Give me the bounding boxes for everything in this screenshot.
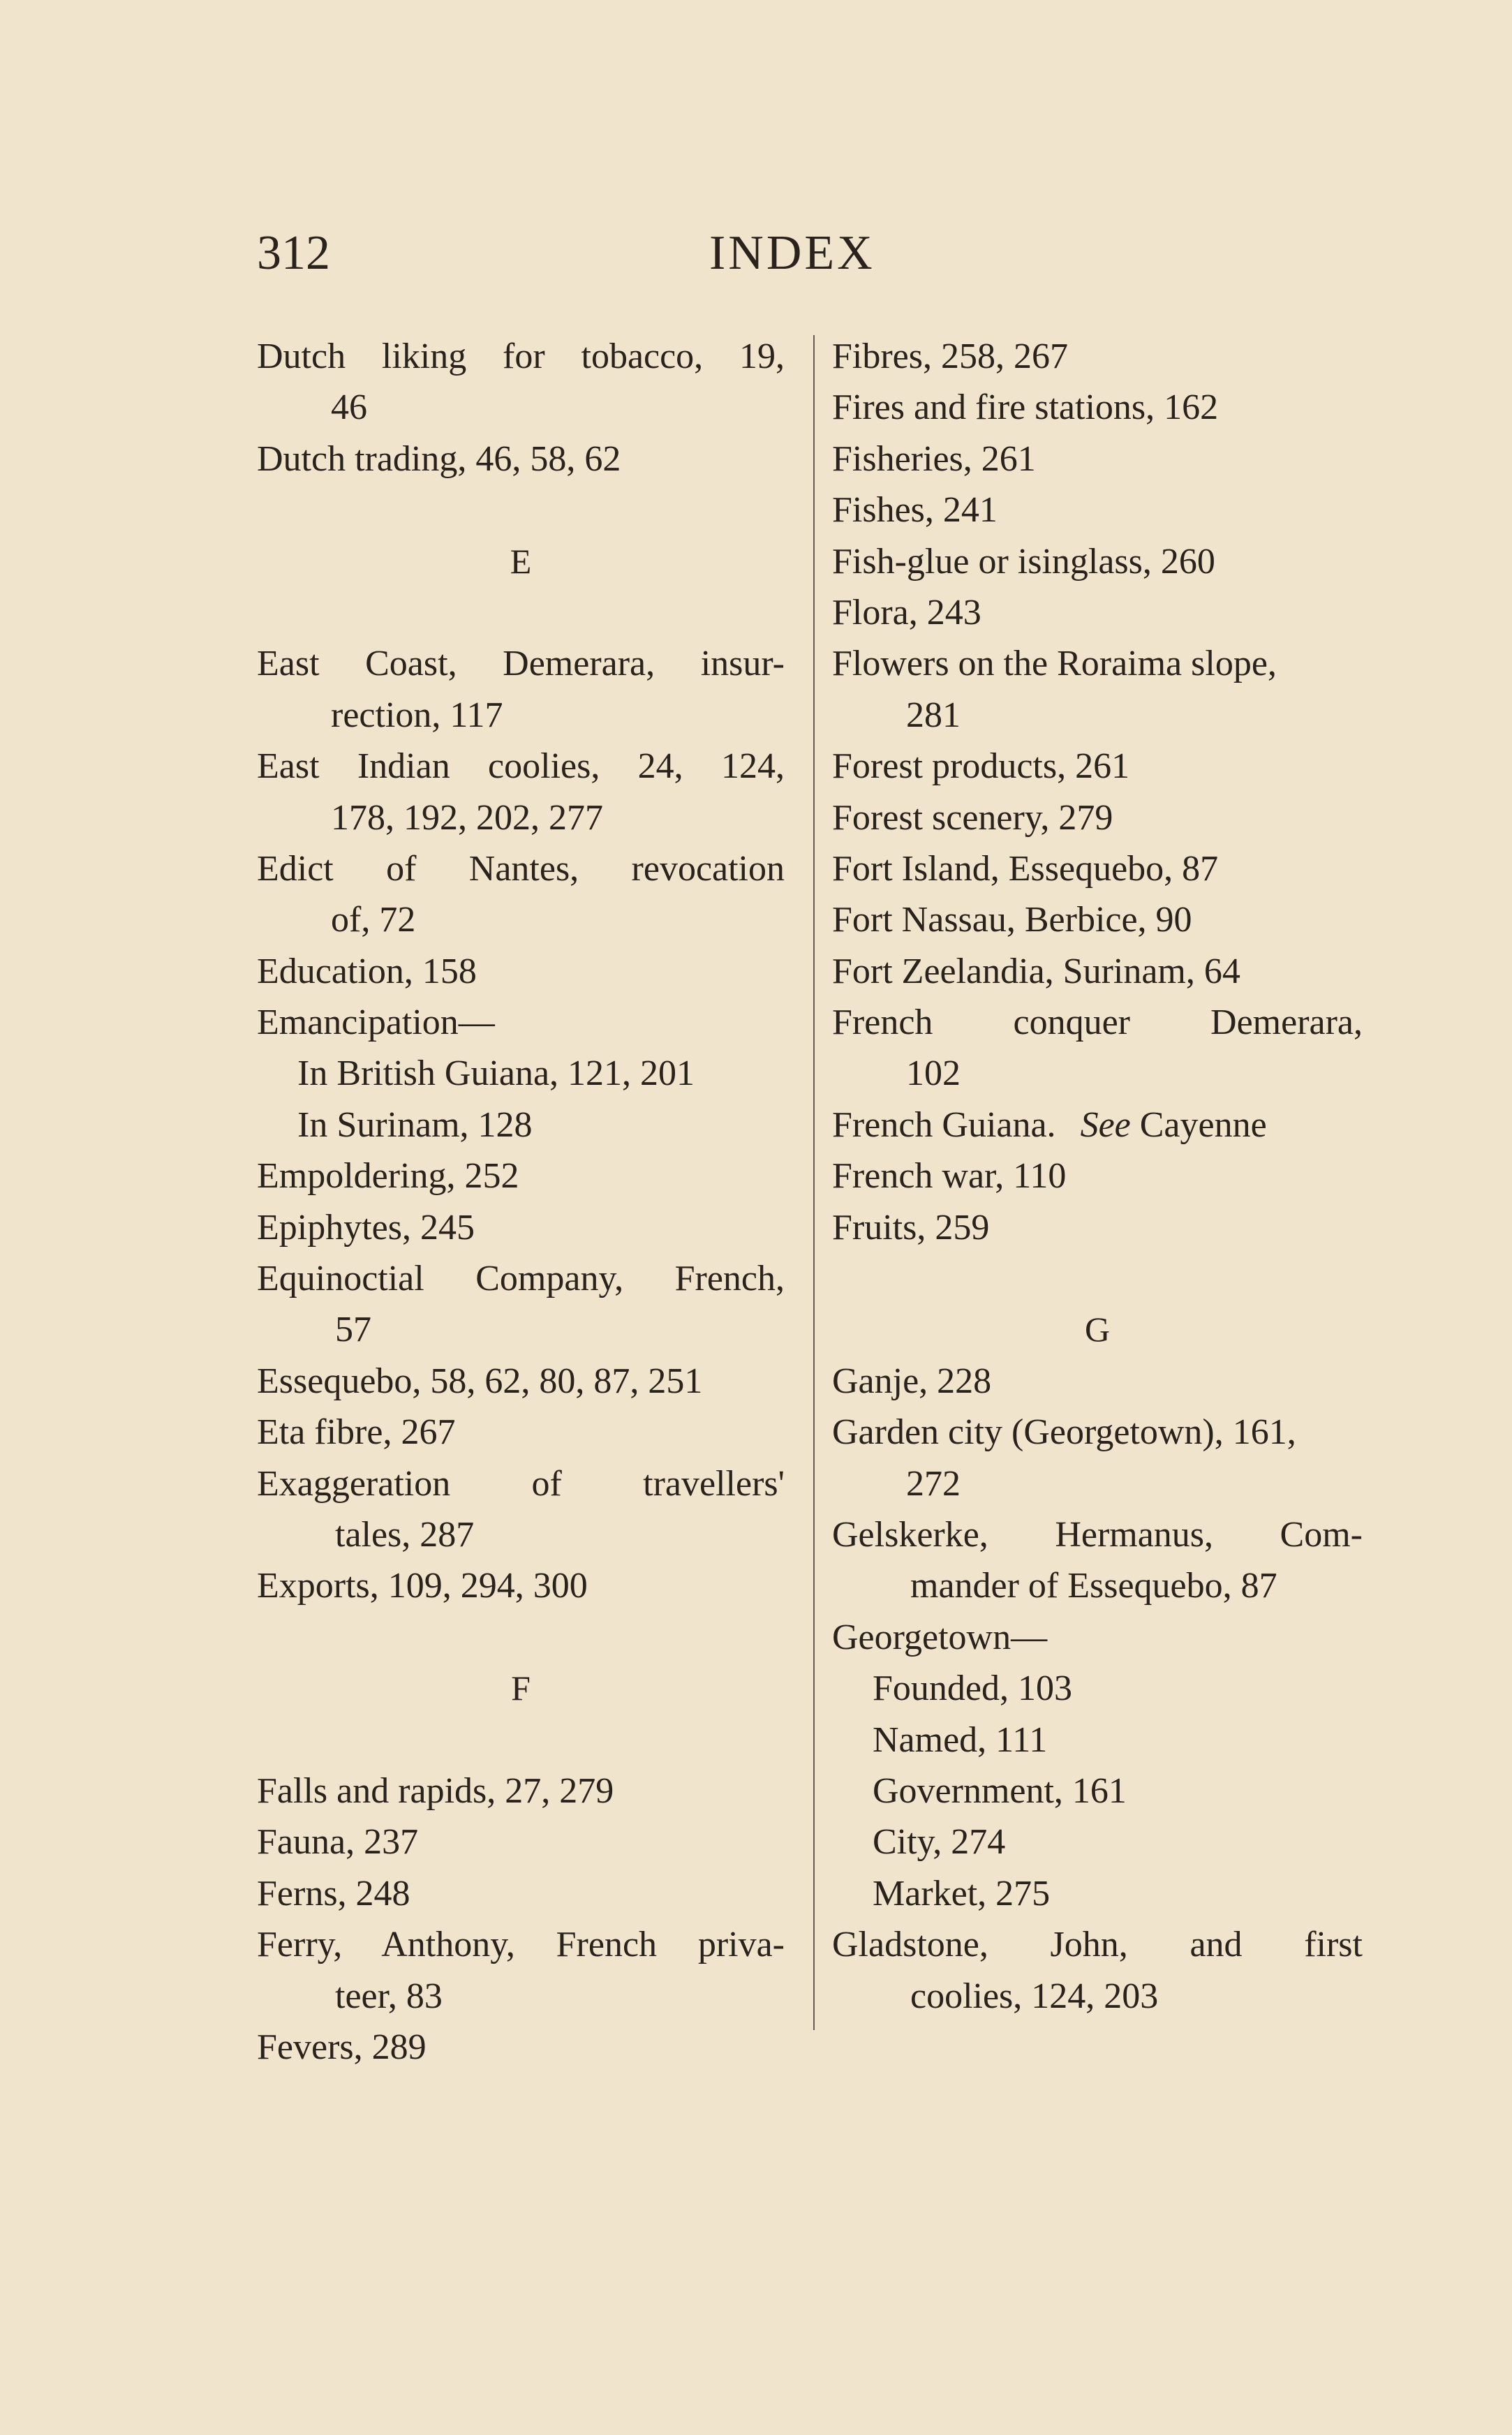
index-entry-continuation: 272 — [906, 1463, 961, 1504]
index-entry: Garden city (Georgetown), 161, — [832, 1412, 1296, 1453]
index-entry: French war, 110 — [832, 1156, 1067, 1197]
index-entry: Education, 158 — [257, 951, 477, 991]
index-entry: Essequebo, 58, 62, 80, 87, 251 — [257, 1361, 703, 1401]
index-subentry: City, 274 — [873, 1822, 1006, 1863]
index-entry: Edict of Nantes, revocation — [257, 848, 785, 889]
spacer — [257, 1612, 785, 1663]
section-heading-g: G — [1084, 1310, 1111, 1349]
index-entry: Flowers on the Roraima slope, — [832, 644, 1277, 684]
index-entry — [832, 1100, 1363, 1150]
index-entry: Flora, 243 — [832, 592, 981, 632]
section-heading-f: F — [511, 1668, 531, 1708]
index-entry: Ferry, Anthony, French priva- — [257, 1925, 785, 1965]
column-divider — [813, 335, 815, 2030]
index-entry-continuation: tales, 287 — [335, 1514, 475, 1555]
index-entry: Fishes, 241 — [832, 490, 998, 531]
index-entry: Georgetown— — [832, 1617, 1048, 1657]
index-entry-continuation: rection, 117 — [331, 695, 503, 735]
index-subentry: Government, 161 — [873, 1770, 1127, 1811]
index-entry-continuation: of, 72 — [331, 900, 416, 940]
index-entry: Dutch liking for tobacco, 19, — [257, 336, 785, 376]
page-title: INDEX — [709, 226, 875, 280]
index-subentry: Named, 111 — [873, 1719, 1048, 1760]
index-subentry: Market, 275 — [873, 1873, 1051, 1914]
index-entry-continuation: 178, 192, 202, 277 — [331, 797, 603, 838]
index-entry-continuation: 281 — [906, 695, 961, 735]
index-entry: Epiphytes, 245 — [257, 1207, 475, 1248]
index-entry: Ganje, 228 — [832, 1361, 992, 1401]
cross-reference[interactable]: Cayenne — [1139, 1104, 1267, 1145]
index-entry: Fibres, 258, 267 — [832, 336, 1068, 376]
index-entry: Gelskerke, Hermanus, Com- — [832, 1514, 1363, 1555]
index-entry: Fort Island, Essequebo, 87 — [832, 848, 1219, 889]
index-entry: Gladstone, John, and first — [832, 1925, 1363, 1965]
index-entry: Dutch trading, 46, 58, 62 — [257, 438, 621, 479]
index-entry: Exports, 109, 294, 300 — [257, 1566, 588, 1606]
index-entry: French conquer Demerara, — [832, 1002, 1363, 1043]
index-entry: Exaggeration of travellers' — [257, 1463, 785, 1504]
section-heading-e: E — [510, 541, 532, 581]
index-entry: Equinoctial Company, French, — [257, 1259, 785, 1299]
index-entry: Fisheries, 261 — [832, 438, 1036, 479]
index-entry: Fish-glue or isinglass, 260 — [832, 541, 1215, 582]
page-number: 312 — [257, 226, 330, 280]
index-entry: Emancipation— — [257, 1002, 495, 1043]
index-entry: East Coast, Demerara, insur- — [257, 644, 785, 684]
index-entry: Forest scenery, 279 — [832, 797, 1113, 838]
spacer — [832, 1253, 1363, 1304]
index-subentry: Founded, 103 — [873, 1668, 1072, 1709]
index-entry: Fort Nassau, Berbice, 90 — [832, 900, 1192, 940]
index-entry-continuation: teer, 83 — [335, 1976, 443, 2016]
see-reference-marker: See — [1080, 1104, 1131, 1145]
index-entry: Ferns, 248 — [257, 1873, 410, 1914]
index-entry: Forest products, 261 — [832, 746, 1130, 787]
spacer — [257, 484, 785, 535]
index-entry: Fauna, 237 — [257, 1822, 419, 1863]
index-subentry: In Surinam, 128 — [297, 1104, 533, 1145]
spacer — [257, 1715, 785, 1766]
index-entry-continuation: 57 — [335, 1310, 371, 1350]
index-entry: Empoldering, 252 — [257, 1156, 519, 1197]
index-entry: East Indian coolies, 24, 124, — [257, 746, 785, 787]
index-entry: Fruits, 259 — [832, 1207, 990, 1248]
index-entry-term: French Guiana. — [832, 1104, 1056, 1145]
index-entry: Eta fibre, 267 — [257, 1412, 456, 1453]
index-entry-continuation: 102 — [906, 1053, 961, 1094]
index-entry-continuation: 46 — [331, 387, 367, 428]
index-entry: Fevers, 289 — [257, 2027, 427, 2067]
index-column-right — [832, 331, 1363, 2022]
index-entry-continuation: coolies, 124, 203 — [910, 1976, 1159, 2016]
index-column-left — [257, 331, 785, 2073]
index-entry-continuation: mander of Essequebo, 87 — [910, 1566, 1277, 1606]
spacer — [257, 587, 785, 638]
index-entry: Falls and rapids, 27, 279 — [257, 1770, 614, 1811]
index-entry: Fort Zeelandia, Surinam, 64 — [832, 951, 1240, 991]
index-subentry: In British Guiana, 121, 201 — [297, 1053, 695, 1094]
index-entry: Fires and fire stations, 162 — [832, 387, 1219, 428]
